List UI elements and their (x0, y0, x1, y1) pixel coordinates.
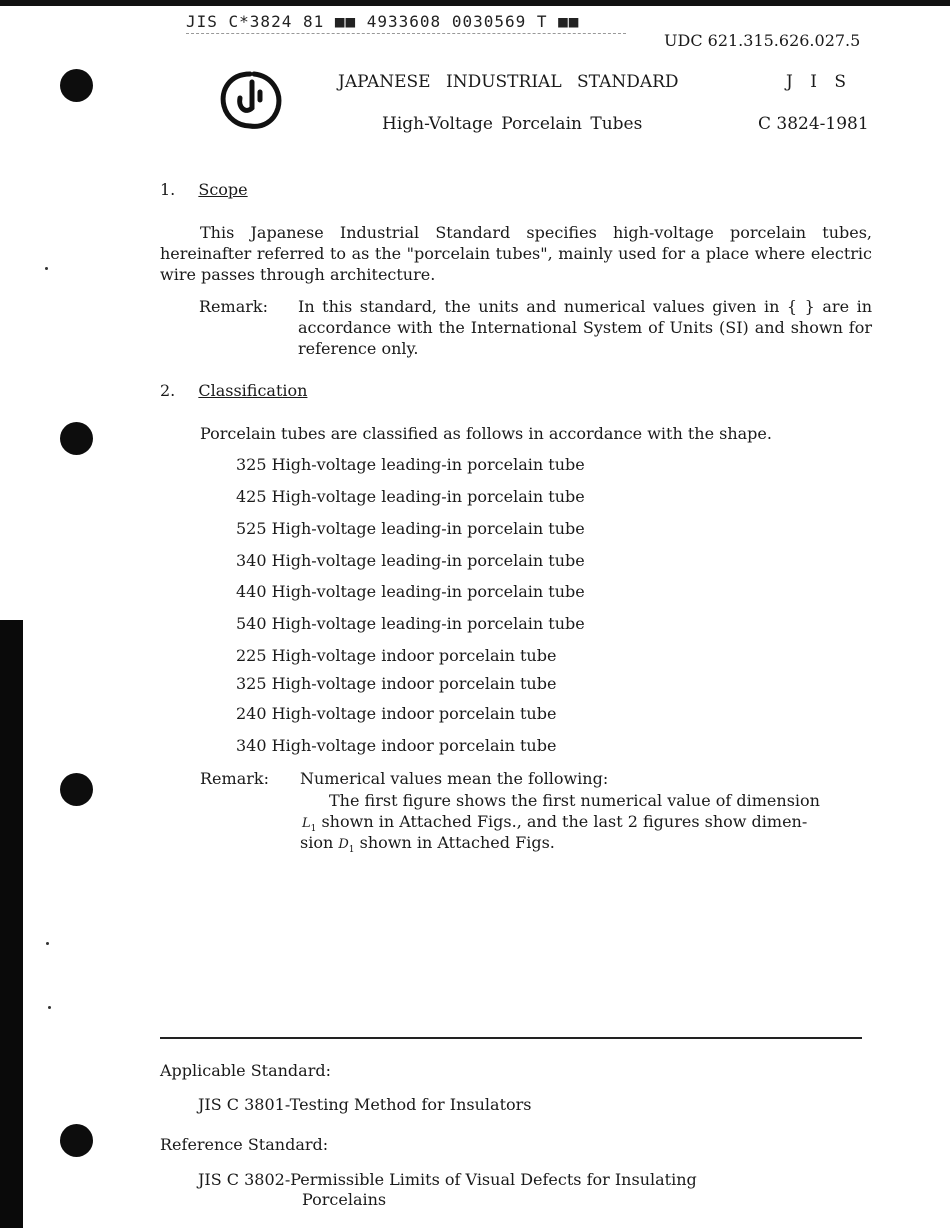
applicable-standard-item: JIS C 3801-Testing Method for Insulators (198, 1095, 532, 1114)
speck (46, 942, 49, 945)
classification-item: 240 High-voltage indoor porcelain tube (236, 704, 557, 723)
section-1-title: Scope (198, 180, 248, 199)
section-1-number: 1. (160, 180, 176, 199)
classification-item: 440 High-voltage leading-in porcelain tube (236, 582, 585, 601)
section-1-heading (160, 180, 248, 199)
dimension-d-symbol: D (338, 837, 349, 852)
reference-standard-label: Reference Standard: (160, 1135, 329, 1154)
classification-item: 425 High-voltage leading-in porcelain tube (236, 487, 585, 506)
footer-divider (160, 1037, 862, 1039)
section-2-remark-line4: sion $D_1$ shown in Attached Figs. (300, 833, 555, 856)
classification-item: 340 High-voltage leading-in porcelain tube (236, 551, 585, 570)
classification-item: 225 High-voltage indoor porcelain tube (236, 646, 557, 665)
speck (45, 267, 48, 270)
section-2-remark-label: Remark: (200, 769, 269, 788)
standard-org-title: JAPANESE INDUSTRIAL STANDARD (338, 72, 679, 92)
classification-item: 540 High-voltage leading-in porcelain tube (236, 614, 585, 633)
classification-item: 525 High-voltage leading-in porcelain tube (236, 519, 585, 538)
applicable-standard-label: Applicable Standard: (160, 1061, 331, 1080)
section-1-body: This Japanese Industrial Standard specifies high-voltage porcelain tubes, hereinafter referred to as the "porcelain tubes", mainly used for a place where electric wire passes through architecture. (160, 223, 872, 284)
classification-item: 325 High-voltage leading-in porcelain tube (236, 455, 585, 474)
punch-hole-1 (60, 69, 93, 102)
reference-standard-item: JIS C 3802-Permissible Limits of Visual Defects for Insulating (198, 1170, 697, 1189)
jis-logo-icon (216, 68, 286, 132)
section-2-title: Classification (198, 381, 308, 400)
reference-standard-item-cont: Porcelains (302, 1190, 387, 1209)
punch-hole-3 (60, 773, 93, 806)
section-2-remark-line3: $L_1$ shown in Attached Figs., and the last 2 figures show dimen- (302, 812, 808, 835)
dimension-l-symbol: L (302, 816, 311, 831)
section-2-remark-line4-text: sion (300, 833, 334, 852)
document-title: High-Voltage Porcelain Tubes (382, 114, 643, 134)
section-1-remark-text: In this standard, the units and numerical values given in { } are in accordance with the International System of Units (SI) and shown for reference only. (298, 297, 872, 358)
top-edge-bar (0, 0, 950, 6)
document-number: C 3824-1981 (758, 114, 869, 134)
section-2-remark-line1: Numerical values mean the following: (300, 769, 609, 788)
section-2-number: 2. (160, 381, 176, 400)
speck (48, 1006, 51, 1009)
section-2-remark-line3-text: shown in Attached Figs., and the last 2 figures show dimen- (321, 812, 808, 831)
jis-mark: J I S (786, 72, 852, 92)
scan-edge-bar (0, 620, 23, 1228)
section-2-intro: Porcelain tubes are classified as follows in accordance with the shape. (200, 424, 772, 443)
section-2-remark-line4-end: shown in Attached Figs. (359, 833, 555, 852)
barcode-line: JIS C*3824 81 ■■ 4933608 0030569 T ■■ (186, 12, 626, 34)
section-1-remark-label: Remark: (199, 297, 268, 316)
section-2-remark-line2: The first figure shows the first numerical value of dimension (329, 791, 820, 810)
section-2-heading (160, 381, 307, 400)
udc-number: UDC 621.315.626.027.5 (664, 31, 861, 50)
classification-item: 325 High-voltage indoor porcelain tube (236, 674, 557, 693)
classification-item: 340 High-voltage indoor porcelain tube (236, 736, 557, 755)
punch-hole-4 (60, 1124, 93, 1157)
punch-hole-2 (60, 422, 93, 455)
